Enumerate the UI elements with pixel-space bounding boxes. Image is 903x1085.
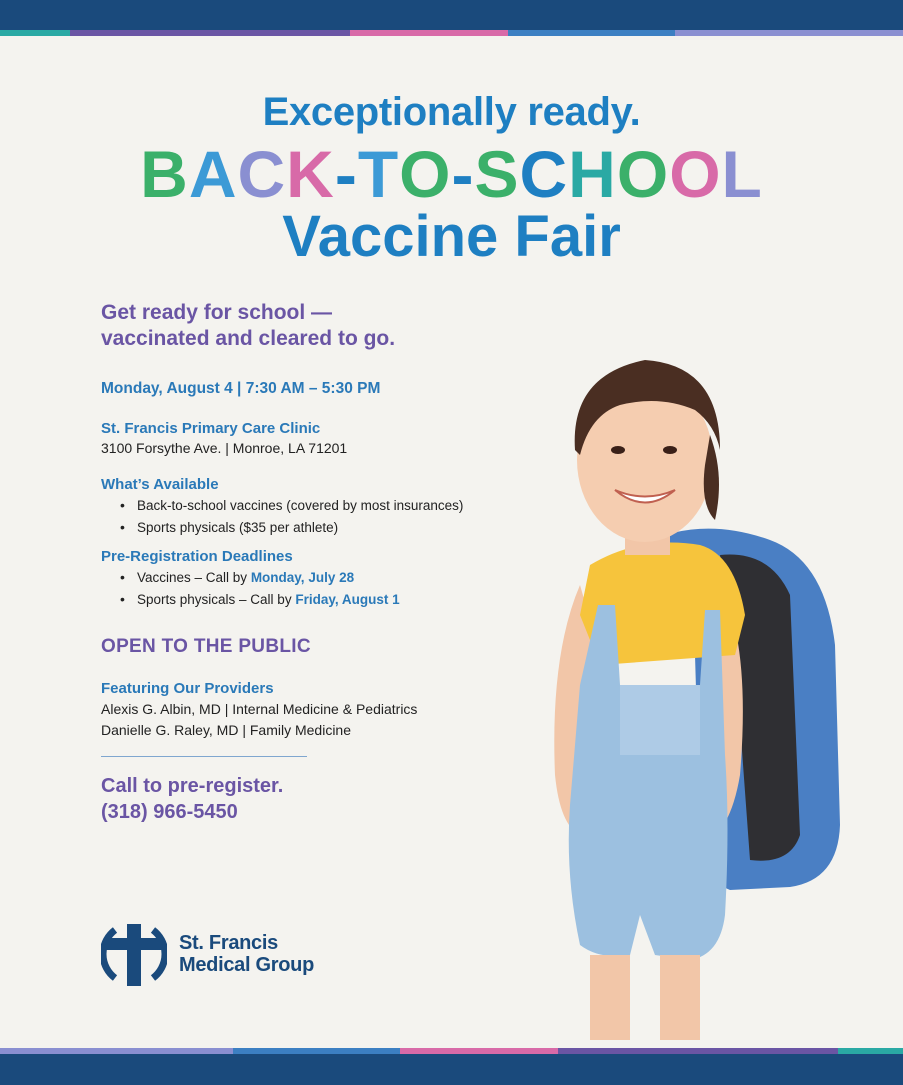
headline-letter: S xyxy=(474,137,520,211)
cross-in-circle-icon xyxy=(101,920,167,988)
list-item: • Sports physicals ($35 per athlete) xyxy=(101,519,501,536)
call-to-register: Call to pre-register. (318) 966-5450 xyxy=(101,773,501,825)
headline-letter: O xyxy=(616,137,670,211)
headline-letter: K xyxy=(286,137,335,211)
headline-exceptionally-ready: Exceptionally ready. xyxy=(262,90,641,134)
logo-text: St. Francis Medical Group xyxy=(179,932,315,976)
phone-number[interactable]: (318) 966-5450 xyxy=(101,801,238,823)
deadline-date: Monday, July 28 xyxy=(250,570,355,585)
deadlines-section xyxy=(101,548,501,608)
event-date: Monday, August 4 | 7:30 AM – 5:30 PM xyxy=(101,380,381,397)
headline-letter: - xyxy=(451,137,475,211)
tagline: Get ready for school — vaccinated and cleared to go. xyxy=(101,301,396,350)
provider-2: Danielle G. Raley, MD | Family Medicine xyxy=(101,722,352,738)
event-details xyxy=(101,300,501,825)
top-band xyxy=(0,0,903,30)
open-to-public-label: OPEN TO THE PUBLIC xyxy=(101,636,311,657)
headline-letter: H xyxy=(568,137,617,211)
st-francis-logo xyxy=(101,920,314,988)
clinic-info xyxy=(101,420,501,458)
headline-letter: L xyxy=(721,137,763,211)
top-color-stripe xyxy=(0,30,903,36)
headline-letter: C xyxy=(519,137,569,211)
divider xyxy=(101,756,307,757)
headline-letter: A xyxy=(188,137,238,211)
headline-letter: O xyxy=(669,137,722,211)
headline-back-to-school xyxy=(0,138,903,210)
headline-letter: T xyxy=(357,137,400,211)
deadlines-list xyxy=(101,569,501,608)
available-list xyxy=(101,497,501,536)
girl-with-backpack-illustration xyxy=(520,355,870,1045)
clinic-name: St. Francis Primary Care Clinic xyxy=(101,420,321,437)
list-item: • Sports physicals – Call by Friday, August 1 xyxy=(101,591,501,608)
deadlines-heading: Pre-Registration Deadlines xyxy=(101,548,293,565)
headline-letter: C xyxy=(237,137,287,211)
provider-1: Alexis G. Albin, MD | Internal Medicine & Pediatrics xyxy=(101,701,418,717)
deadline-date: Friday, August 1 xyxy=(295,592,400,607)
list-item: • Back-to-school vaccines (covered by most insurances) xyxy=(101,497,501,514)
headline-letter: O xyxy=(399,137,452,211)
headline-letter: B xyxy=(140,137,189,211)
bottom-band xyxy=(0,1054,903,1085)
list-item: • Vaccines – Call by Monday, July 28 xyxy=(101,569,501,586)
available-section xyxy=(101,476,501,536)
headline-vaccine-fair: Vaccine Fair xyxy=(282,204,621,269)
available-heading: What’s Available xyxy=(101,476,219,493)
providers-heading: Featuring Our Providers xyxy=(101,680,274,697)
headline-letter: - xyxy=(334,137,358,211)
providers-section xyxy=(101,680,501,740)
clinic-address: 3100 Forsythe Ave. | Monroe, LA 71201 xyxy=(101,440,348,456)
